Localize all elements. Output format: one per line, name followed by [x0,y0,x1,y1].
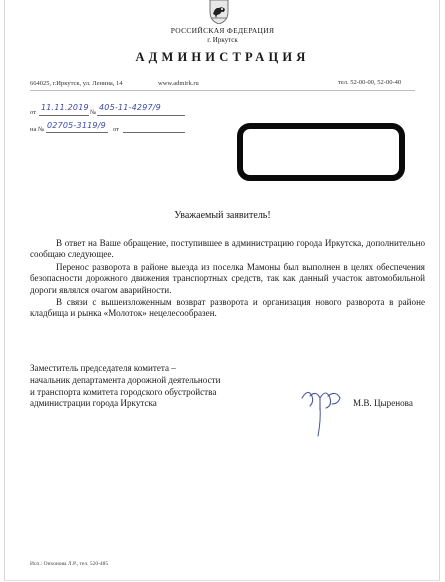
signatory-title [30,363,220,410]
reference-date-label: от [113,126,120,133]
executor-info: Исп.: Онхонова Л.Р., тел. 520-485 [30,561,109,567]
signatory-name: М.В. Цыренова [353,398,413,408]
signatory-title-line: и транспорта комитета городского обустройства [30,386,217,397]
website-link: www.admirk.ru [158,80,199,87]
administration-title: АДМИНИСТРАЦИЯ [135,50,310,64]
signatory-title-line: Заместитель председателя комитета – [30,363,176,373]
date-label: от [30,109,37,116]
signatory-title-line: администрации города Иркутска [30,398,157,409]
signatory-title-line: начальник департамента дорожной деятельности [30,374,221,385]
greeting: Уважаемый заявитель! [174,210,271,221]
coat-of-arms-icon [207,0,231,24]
phone-numbers: тел. 52-00-00, 52-00-40 [338,79,402,86]
federation-title: РОССИЙСКАЯ ФЕДЕРАЦИЯ [170,26,275,35]
header-divider [30,90,415,91]
reference-label: на № [30,126,45,133]
handwritten-signature [298,376,346,438]
postal-address: 664025, г.Иркутск, ул. Ленина, 14 [30,80,123,87]
paragraph-1: В ответ на Ваше обращение, поступившее в администрацию города Иркутска, дополнительно сообщаю следующее. [30,238,425,260]
reference-number: 02705-3119/9 [47,121,106,130]
paragraph-3: В связи с вышеизложенным возврат разворота и организация нового разворота в районе кладбища и рынка «Молоток» нецелесообразен. [30,297,425,319]
paragraph-2: Перенос разворота в районе выезда из поселка Мамоны был выполнен в целях обеспечения безопасности дорожного движения транспортных средств, так как данный участок автомобильной дороги являлся очагом аварийности. [30,262,425,295]
number-label: № [90,109,97,116]
reference-date-underline [123,132,185,133]
registration-number: 405-11-4297/9 [99,103,161,112]
date-underline [39,115,89,116]
number-underline [97,115,185,116]
reference-underline [46,132,108,133]
redacted-addressee [237,123,405,181]
city-subtitle: г. Иркутск [207,36,238,44]
registration-date: 11.11.2019 [41,103,89,112]
